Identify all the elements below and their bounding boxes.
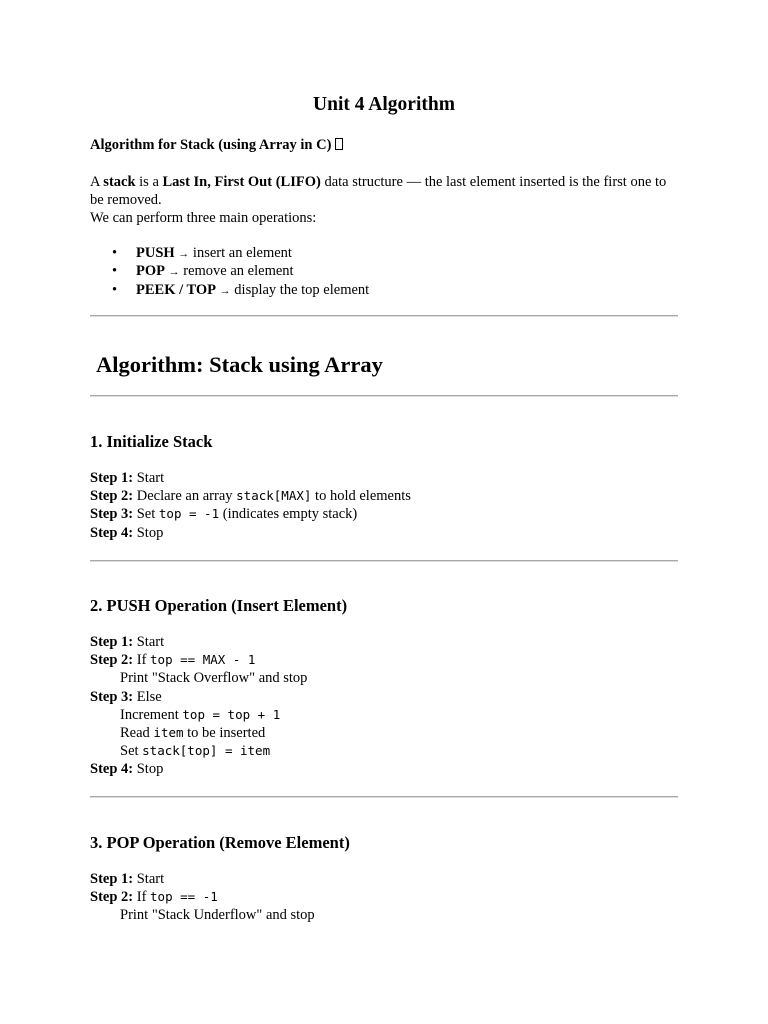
horizontal-divider [90, 395, 678, 397]
step-line [90, 906, 315, 924]
section-heading-push: 2. PUSH Operation (Insert Element) [90, 596, 348, 615]
subtitle-text: Algorithm for Stack (using Array in C) [90, 137, 332, 153]
step-text: (indicates empty stack) [219, 506, 358, 523]
operation-desc: insert an element [192, 245, 292, 261]
step-text: Increment [120, 706, 183, 723]
operation-desc: display the top element [234, 281, 370, 298]
step-text: Read [120, 724, 154, 741]
step-text: Stop [136, 761, 164, 778]
step-line [90, 487, 411, 505]
step-text: If [136, 652, 151, 669]
step-label: Step 2: [90, 488, 134, 505]
step-label: Step 1: [90, 634, 134, 650]
step-line [90, 469, 411, 487]
list-item [112, 281, 369, 299]
step-text: Else [136, 688, 162, 705]
list-item [112, 244, 369, 262]
step-label: Step 3: [90, 506, 134, 523]
step-text: to be inserted [183, 724, 266, 741]
arrow-icon: → [219, 284, 231, 297]
step-label: Step 1: [90, 871, 134, 887]
section-heading-initialize: 1. Initialize Stack [90, 432, 213, 451]
step-line [90, 888, 315, 906]
operation-name: POP [136, 263, 165, 280]
step-line [90, 870, 315, 888]
intro-text: A [90, 174, 104, 190]
step-text: If [136, 889, 151, 906]
arrow-icon: → [178, 248, 190, 260]
step-text: Stop [136, 524, 164, 541]
step-text: Start [136, 470, 165, 486]
intro-sentence [90, 173, 678, 209]
step-text: Set [120, 743, 143, 760]
document-title: Unit 4 Algorithm [313, 94, 455, 115]
step-label: Step 4: [90, 524, 134, 541]
operations-list [112, 244, 369, 299]
list-item [112, 262, 369, 280]
step-text: Set [136, 506, 159, 523]
step-text: Declare an array [136, 488, 237, 505]
step-label: Step 1: [90, 470, 134, 486]
code-snippet: top == -1 [150, 889, 218, 905]
step-label: Step 3: [90, 688, 134, 705]
horizontal-divider [90, 560, 678, 562]
step-line [90, 633, 307, 651]
step-line [90, 760, 307, 778]
operation-name: PUSH [136, 245, 175, 261]
algorithm-heading: Algorithm: Stack using Array [96, 352, 383, 377]
step-label: Step 2: [90, 889, 134, 906]
step-line [90, 742, 307, 760]
step-label: Step 4: [90, 761, 134, 778]
horizontal-divider [90, 796, 678, 798]
document-subtitle [90, 136, 678, 154]
code-snippet: stack[top] = item [142, 743, 271, 759]
operation-name: PEEK / TOP [136, 281, 217, 298]
code-snippet: item [153, 724, 184, 740]
arrow-icon: → [168, 266, 180, 279]
code-snippet: top = -1 [158, 506, 220, 522]
step-line [90, 706, 307, 724]
intro-text: is a [135, 174, 163, 190]
code-snippet: top = top + 1 [182, 706, 281, 722]
push-steps [90, 633, 307, 779]
step-text: Print "Stack Underflow" and stop [120, 907, 315, 924]
intro-paragraph [90, 173, 678, 227]
step-text: to hold elements [311, 488, 411, 505]
code-snippet: top == MAX - 1 [150, 652, 256, 668]
step-line [90, 651, 307, 669]
intro-lifo-term: Last In, First Out (LIFO) [162, 174, 321, 190]
pop-steps [90, 870, 315, 925]
step-text: Print "Stack Overflow" and stop [120, 670, 308, 687]
step-line [90, 524, 411, 542]
missing-glyph-icon [335, 138, 343, 150]
step-line [90, 669, 307, 687]
intro-stack-term: stack [103, 174, 136, 190]
initialize-steps [90, 469, 411, 542]
horizontal-divider [90, 315, 678, 317]
step-text: Start [136, 871, 165, 887]
code-snippet: stack[MAX] [236, 488, 312, 504]
step-line [90, 724, 307, 742]
step-line [90, 505, 411, 523]
intro-text: data structure — the last element inserted is the first one to be removed. [90, 174, 667, 208]
section-heading-pop: 3. POP Operation (Remove Element) [90, 833, 350, 852]
intro-operations-lead: We can perform three main operations: [90, 210, 317, 226]
step-label: Step 2: [90, 652, 134, 669]
step-line [90, 688, 307, 706]
operation-desc: remove an element [183, 263, 294, 280]
step-text: Start [136, 634, 165, 650]
